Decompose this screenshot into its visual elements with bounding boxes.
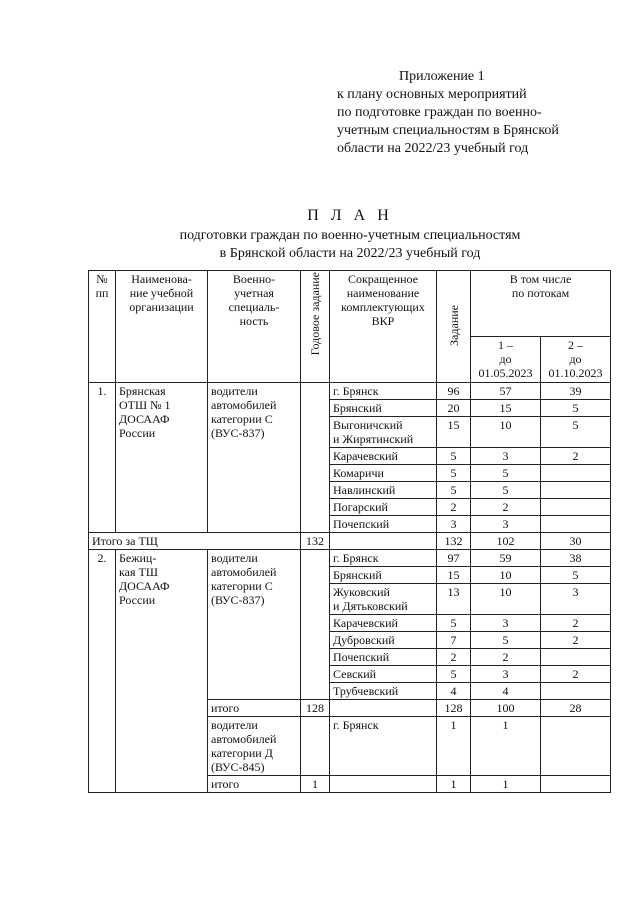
flow2-cell [541,776,611,793]
vkr-cell: Жуковский и Дятьковский [330,584,437,615]
vkr-cell: Почепский [330,649,437,666]
flow1-cell: 3 [471,615,541,632]
flow2-cell: 38 [541,550,611,567]
subtotal-label: итого [208,700,301,717]
appendix-line: к плану основных мероприятий [337,87,527,102]
total-row [89,533,611,550]
task-cell: 15 [437,417,471,448]
task-cell: 4 [437,683,471,700]
flow1-cell: 59 [471,550,541,567]
task-cell: 3 [437,516,471,533]
task-cell: 20 [437,400,471,417]
flow1-cell: 5 [471,482,541,499]
vkr-cell: г. Брянск [330,550,437,567]
vkr-cell: Погарский [330,499,437,516]
vkr-cell: Трубчевский [330,683,437,700]
task-cell: 2 [437,649,471,666]
flow2-cell: 2 [541,448,611,465]
flow1-cell: 1 [471,776,541,793]
plan-subtitle: подготовки граждан по военно-учетным специальностям [179,228,521,243]
header-spec: Военно- учетная специаль- ность [208,271,301,383]
plan-heading [0,205,640,263]
flow1-cell: 5 [471,465,541,482]
appendix-note [337,68,577,158]
plan-subtitle: в Брянской области на 2022/23 учебный год [219,246,481,261]
task-cell: 96 [437,383,471,400]
flow2-cell: 5 [541,400,611,417]
flow2-cell: 39 [541,383,611,400]
flow2-cell [541,649,611,666]
task-cell: 13 [437,584,471,615]
flow2-cell [541,516,611,533]
flow2-cell: 5 [541,567,611,584]
flow1-cell: 5 [471,632,541,649]
header-flow-2: 2 – до 01.10.2023 [541,337,611,383]
flow1-cell: 3 [471,448,541,465]
vkr-cell: Карачевский [330,615,437,632]
annual-cell: 1 [301,776,330,793]
header-annual: Годовое задание [308,272,322,356]
header-flow-1: 1 – до 01.05.2023 [471,337,541,383]
table-header-row [89,271,611,337]
flow2-cell: 30 [541,533,611,550]
org-num: 1. [89,383,116,533]
plan-title: П Л А Н [307,207,393,224]
appendix-line: области на 2022/23 учебный год [337,141,529,156]
flow2-cell: 28 [541,700,611,717]
header-task: Задание [446,304,461,346]
org-num: 2. [89,550,116,793]
appendix-line: Приложение 1 [399,69,485,84]
header-org: Наименова- ние учебной организации [116,271,208,383]
vkr-cell: г. Брянск [330,383,437,400]
org-name: Бежиц- кая ТШ ДОСААФ России [116,550,208,793]
table-row [89,550,611,567]
vkr-cell: Выгоничский и Жирятинский [330,417,437,448]
org-spec: водители автомобилей категории С (ВУС-837) [208,383,301,533]
flow1-cell: 2 [471,649,541,666]
flow2-cell [541,717,611,776]
vkr-cell: Севский [330,666,437,683]
vkr-cell: Карачевский [330,448,437,465]
flow2-cell [541,465,611,482]
flow1-cell: 3 [471,516,541,533]
flow1-cell: 1 [471,717,541,776]
subtotal-label: итого [208,776,301,793]
task-cell: 97 [437,550,471,567]
task-cell: 5 [437,448,471,465]
org-spec: водители автомобилей категории Д (ВУС-845) [208,717,301,776]
header-num: № пп [89,271,116,383]
flow1-cell: 3 [471,666,541,683]
task-cell: 132 [437,533,471,550]
task-cell: 15 [437,567,471,584]
table-row [89,383,611,400]
vkr-cell: Брянский [330,567,437,584]
flow1-cell: 102 [471,533,541,550]
vkr-cell: Брянский [330,400,437,417]
org-name: Брянская ОТШ № 1 ДОСААФ России [116,383,208,533]
org-spec: водители автомобилей категории С (ВУС-837) [208,550,301,700]
task-cell: 2 [437,499,471,516]
flow2-cell: 2 [541,632,611,649]
task-cell: 7 [437,632,471,649]
annual-cell: 128 [301,700,330,717]
header-vkr: Сокращенное наименование комплектующих ВКР [330,271,437,383]
header-incl: В том числе по потокам [471,271,611,337]
vkr-cell: Почепский [330,516,437,533]
flow1-cell: 57 [471,383,541,400]
annual-cell: 132 [301,533,330,550]
task-cell: 5 [437,482,471,499]
task-cell: 5 [437,615,471,632]
flow2-cell: 2 [541,666,611,683]
flow2-cell: 2 [541,615,611,632]
flow1-cell: 10 [471,584,541,615]
task-cell: 1 [437,717,471,776]
flow2-cell [541,683,611,700]
vkr-cell: Навлинский [330,482,437,499]
flow1-cell: 10 [471,417,541,448]
plan-table [88,270,611,793]
task-cell: 1 [437,776,471,793]
appendix-line: по подготовке граждан по военно- [337,105,542,120]
flow1-cell: 15 [471,400,541,417]
flow1-cell: 2 [471,499,541,516]
flow2-cell [541,499,611,516]
task-cell: 5 [437,666,471,683]
vkr-cell: г. Брянск [330,717,437,776]
flow1-cell: 100 [471,700,541,717]
task-cell: 128 [437,700,471,717]
flow1-cell: 10 [471,567,541,584]
total-label: Итого за ТЩ [89,533,301,550]
flow2-cell [541,482,611,499]
flow2-cell: 3 [541,584,611,615]
task-cell: 5 [437,465,471,482]
vkr-cell: Дубровский [330,632,437,649]
appendix-line: учетным специальностям в Брянской [337,123,559,138]
vkr-cell: Комаричи [330,465,437,482]
flow2-cell: 5 [541,417,611,448]
flow1-cell: 4 [471,683,541,700]
